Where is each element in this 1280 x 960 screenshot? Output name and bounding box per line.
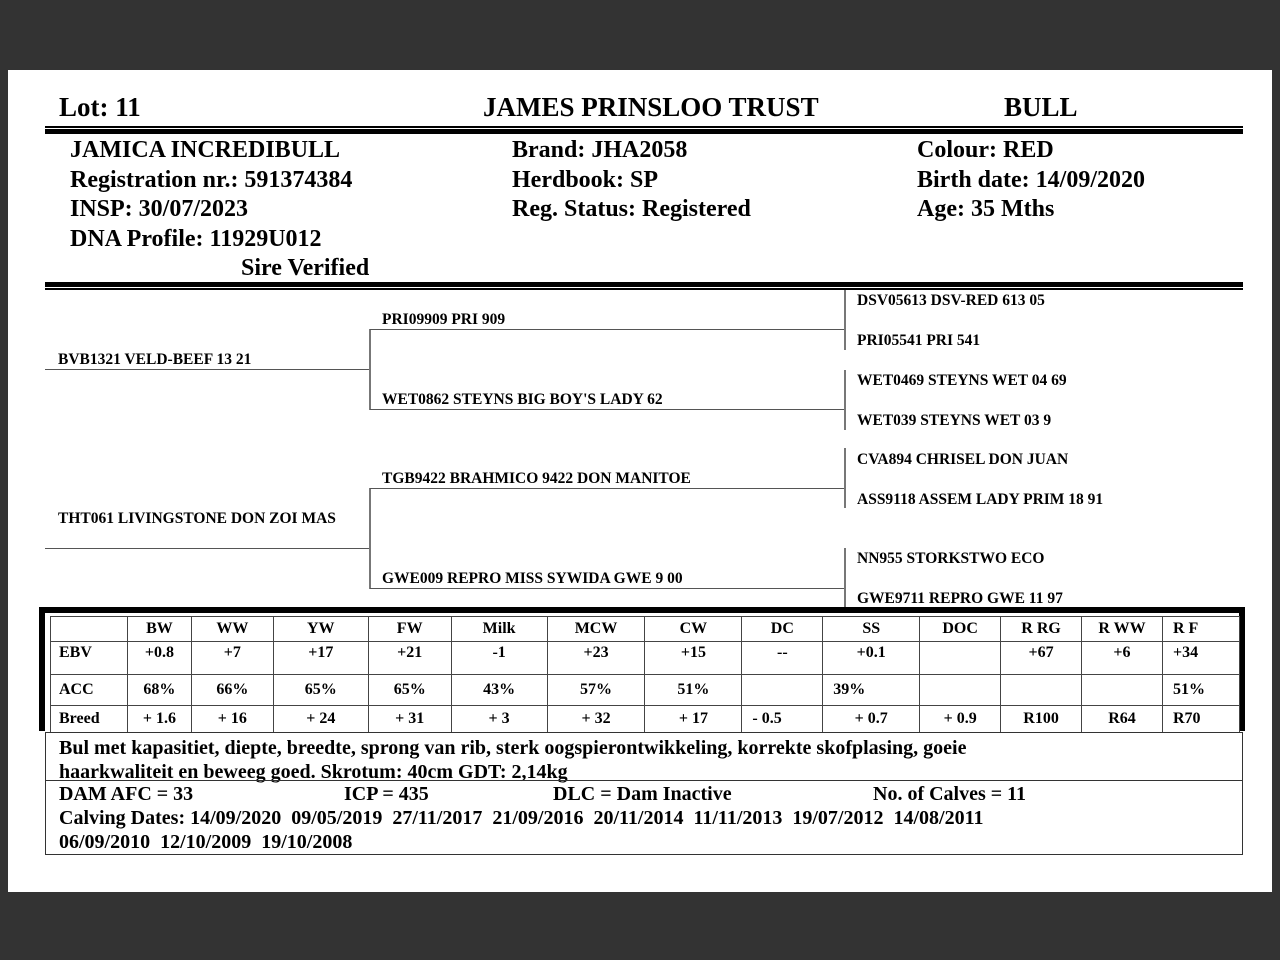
- description-box: [45, 732, 1243, 781]
- column-header: DC: [742, 617, 823, 642]
- pedigree-dam-sire: TGB9422 BRAHMICO 9422 DON MANITOE: [382, 470, 691, 487]
- dam-icp: ICP = 435: [344, 783, 429, 805]
- table-cell: +15: [645, 642, 742, 675]
- dam-dlc: DLC = Dam Inactive: [553, 783, 732, 805]
- sire-dam-line: [370, 409, 845, 410]
- pedigree-dam-dam: GWE009 REPRO MISS SYWIDA GWE 9 00: [382, 570, 683, 587]
- lot-number: Lot: 11: [59, 92, 141, 122]
- registration-number: Registration nr.: 591374384: [70, 166, 353, 193]
- row-label: Breed: [51, 706, 128, 733]
- table-row-acc: [51, 675, 1240, 706]
- header-rule-thick: [45, 129, 1243, 134]
- table-cell: +0.8: [127, 642, 191, 675]
- table-cell: + 31: [368, 706, 451, 733]
- sire-verified: Sire Verified: [241, 255, 370, 281]
- pedigree-rule-thick: [45, 282, 1243, 287]
- pedigree-ggp-7: NN955 STORKSTWO ECO: [857, 550, 1045, 567]
- table-cell: [1001, 675, 1082, 706]
- ebv-header-row: [51, 617, 1240, 642]
- table-cell: +0.1: [823, 642, 920, 675]
- table-cell: R70: [1162, 706, 1239, 733]
- birth-date: Birth date: 14/09/2020: [917, 166, 1145, 193]
- table-cell: + 1.6: [127, 706, 191, 733]
- column-header: R F: [1162, 617, 1239, 642]
- table-cell: +21: [368, 642, 451, 675]
- dam-dam-line: [370, 588, 845, 589]
- pedigree-sire-dam: WET0862 STEYNS BIG BOY'S LADY 62: [382, 391, 663, 408]
- table-cell: [920, 642, 1001, 675]
- column-header: YW: [273, 617, 368, 642]
- sire-line: [45, 369, 370, 370]
- table-row-breed: [51, 706, 1240, 733]
- column-header: FW: [368, 617, 451, 642]
- pedigree-sire: BVB1321 VELD-BEEF 13 21: [58, 351, 252, 368]
- dam-calves-count: No. of Calves = 11: [873, 783, 1027, 805]
- pedigree-ggp-4: WET039 STEYNS WET 03 9: [857, 412, 1052, 429]
- table-cell: +17: [273, 642, 368, 675]
- column-header: WW: [191, 617, 273, 642]
- inspection-date: INSP: 30/07/2023: [70, 196, 249, 222]
- table-cell: + 17: [645, 706, 742, 733]
- table-cell: 57%: [547, 675, 645, 706]
- table-cell: R64: [1082, 706, 1163, 733]
- table-cell: -1: [451, 642, 547, 675]
- table-cell: 39%: [823, 675, 920, 706]
- colour: Colour: RED: [917, 137, 1054, 163]
- owner-name: JAMES PRINSLOO TRUST: [483, 92, 819, 122]
- table-cell: + 3: [451, 706, 547, 733]
- table-cell: --: [742, 642, 823, 675]
- description-line-2: haarkwaliteit en beweeg goed. Skrotum: 40cm GDT: 2,14kg: [59, 761, 568, 783]
- table-cell: [742, 675, 823, 706]
- table-cell: +6: [1082, 642, 1163, 675]
- calving-dates-line-2: 06/09/2010 12/10/2009 19/10/2008: [59, 831, 353, 853]
- dam-info-box: [45, 780, 1243, 855]
- description-line-1: Bul met kapasitiet, diepte, breedte, sprong van rib, sterk oogspierontwikkeling, korrekte skofplasing, goeie: [59, 737, 967, 759]
- dam-line: [45, 548, 370, 549]
- table-cell: 51%: [1162, 675, 1239, 706]
- dam-afc: DAM AFC = 33: [59, 783, 194, 805]
- herdbook: Herdbook: SP: [512, 166, 659, 193]
- table-cell: +34: [1162, 642, 1239, 675]
- animal-name: JAMICA INCREDIBULL: [70, 137, 341, 163]
- pedigree-sire-sire: PRI09909 PRI 909: [382, 311, 506, 328]
- pedigree-ggp-2: PRI05541 PRI 541: [857, 332, 981, 349]
- document-page: [8, 70, 1272, 892]
- animal-info-middle: [512, 136, 751, 225]
- column-header: R RG: [1001, 617, 1082, 642]
- calving-dates-line-1: Calving Dates: 14/09/2020 09/05/2019 27/11/2017 21/09/2016 20/11/2014 11/11/2013 19/07/2012 14/08/2011: [59, 807, 984, 829]
- table-row-ebv: [51, 642, 1240, 675]
- table-cell: 68%: [127, 675, 191, 706]
- brand: Brand: JHA2058: [512, 137, 688, 163]
- table-cell: +67: [1001, 642, 1082, 675]
- animal-info-left: [70, 136, 369, 284]
- table-cell: 43%: [451, 675, 547, 706]
- column-header: R WW: [1082, 617, 1163, 642]
- animal-info-right: [917, 136, 1145, 225]
- table-cell: - 0.5: [742, 706, 823, 733]
- ggp-bracket-2: [844, 370, 846, 430]
- dam-bracket: [369, 488, 371, 589]
- pedigree-ggp-8: GWE9711 REPRO GWE 11 97: [857, 590, 1063, 607]
- table-cell: + 16: [191, 706, 273, 733]
- table-cell: + 0.7: [823, 706, 920, 733]
- table-cell: +23: [547, 642, 645, 675]
- table-cell: [920, 675, 1001, 706]
- pedigree-dam: THT061 LIVINGSTONE DON ZOI MAS: [58, 510, 336, 527]
- dam-sire-line: [370, 488, 845, 489]
- ggp-bracket-1: [844, 290, 846, 350]
- header-rule-thin: [45, 126, 1243, 128]
- table-cell: [1082, 675, 1163, 706]
- pedigree-ggp-3: WET0469 STEYNS WET 04 69: [857, 372, 1067, 389]
- pedigree-ggp-1: DSV05613 DSV-RED 613 05: [857, 292, 1045, 309]
- sire-bracket: [369, 329, 371, 410]
- table-cell: + 32: [547, 706, 645, 733]
- column-header: Milk: [451, 617, 547, 642]
- table-cell: + 0.9: [920, 706, 1001, 733]
- column-header: MCW: [547, 617, 645, 642]
- ebv-table: [50, 616, 1240, 733]
- table-cell: 65%: [368, 675, 451, 706]
- table-cell: 65%: [273, 675, 368, 706]
- age: Age: 35 Mths: [917, 196, 1055, 222]
- table-cell: 51%: [645, 675, 742, 706]
- pedigree-ggp-6: ASS9118 ASSEM LADY PRIM 18 91: [857, 491, 1104, 508]
- row-label: EBV: [51, 642, 128, 675]
- row-label: ACC: [51, 675, 128, 706]
- dna-profile: DNA Profile: 11929U012: [70, 225, 322, 252]
- sire-sire-line: [370, 329, 845, 330]
- column-header: [51, 617, 128, 642]
- column-header: BW: [127, 617, 191, 642]
- table-cell: 66%: [191, 675, 273, 706]
- column-header: SS: [823, 617, 920, 642]
- column-header: CW: [645, 617, 742, 642]
- pedigree-rule-thin: [45, 288, 1243, 290]
- table-cell: + 24: [273, 706, 368, 733]
- column-header: DOC: [920, 617, 1001, 642]
- pedigree-ggp-5: CVA894 CHRISEL DON JUAN: [857, 451, 1069, 468]
- table-cell: +7: [191, 642, 273, 675]
- table-cell: R100: [1001, 706, 1082, 733]
- animal-type: BULL: [1004, 92, 1078, 122]
- ggp-bracket-3: [844, 448, 846, 508]
- registration-status: Reg. Status: Registered: [512, 196, 751, 222]
- ggp-bracket-4: [844, 548, 846, 608]
